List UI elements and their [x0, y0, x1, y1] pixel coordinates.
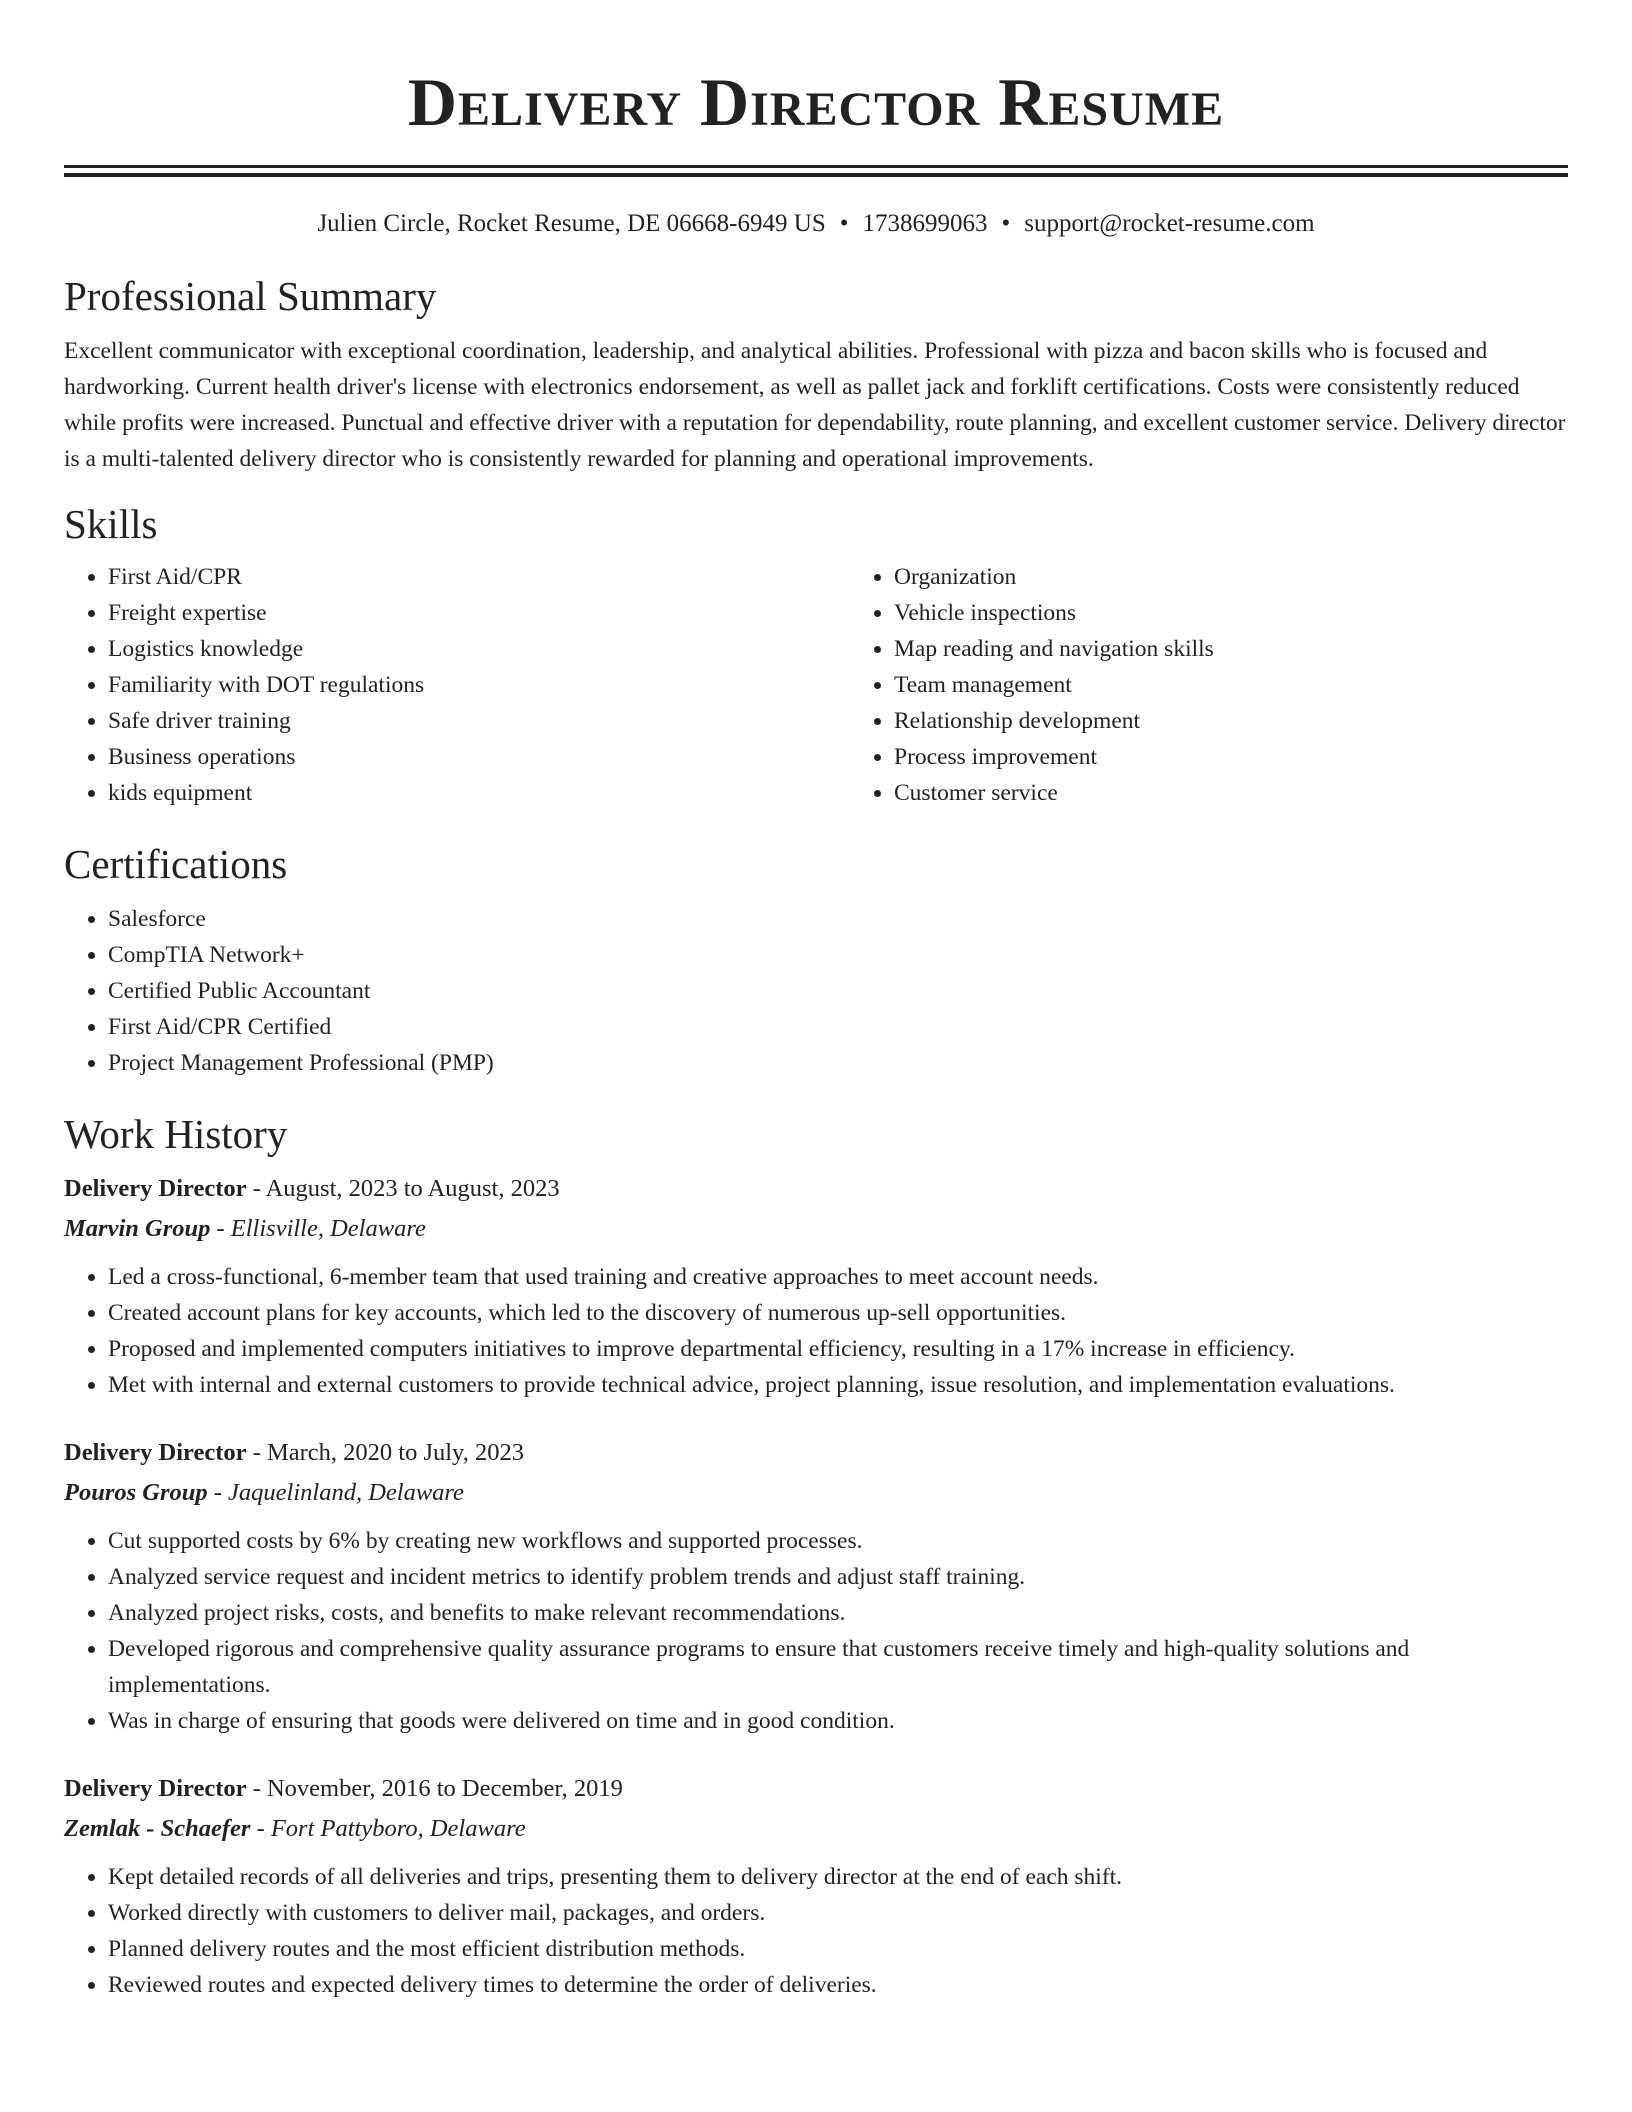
list-item: • Familiarity with DOT regulations	[108, 667, 850, 703]
job-entry	[64, 1169, 1568, 1403]
job-bullets	[64, 1523, 1568, 1739]
job-title: Delivery Director	[64, 1775, 247, 1802]
contact-separator: •	[1001, 210, 1011, 237]
list-item: • First Aid/CPR	[108, 559, 850, 595]
list-item: • Reviewed routes and expected delivery times to determine the order of deliveries.	[108, 1967, 1568, 2003]
list-item: • Project Management Professional (PMP)	[108, 1045, 1568, 1081]
list-item: • Met with internal and external customers to provide technical advice, project planning, issue resolution, and implementation evaluations.	[108, 1367, 1568, 1403]
title-divider	[64, 165, 1568, 177]
list-item: • Analyzed project risks, costs, and benefits to make relevant recommendations.	[108, 1595, 1568, 1631]
summary-section	[64, 271, 1568, 477]
job-title-line	[64, 1169, 1568, 1209]
work-history-section	[64, 1109, 1568, 2003]
skills-right-list	[850, 559, 1214, 811]
list-item: • Team management	[894, 667, 1214, 703]
list-item: • Was in charge of ensuring that goods were delivered on time and in good condition.	[108, 1703, 1568, 1739]
job-title: Delivery Director	[64, 1439, 247, 1466]
list-item: • Relationship development	[894, 703, 1214, 739]
list-item: • Worked directly with customers to deliver mail, packages, and orders.	[108, 1895, 1568, 1931]
job-company: Zemlak - Schaefer	[64, 1815, 251, 1842]
list-item: • Map reading and navigation skills	[894, 631, 1214, 667]
contact-phone: 1738699063	[862, 210, 988, 237]
certifications-list	[64, 901, 1568, 1081]
job-company: Pouros Group	[64, 1479, 208, 1506]
list-item: • Customer service	[894, 775, 1214, 811]
list-item: • Developed rigorous and comprehensive quality assurance programs to ensure that customers receive timely and high-quality solutions and implementations.	[108, 1631, 1568, 1703]
list-item: • Kept detailed records of all deliveries and trips, presenting them to delivery director at the end of each shift.	[108, 1859, 1568, 1895]
job-company-line	[64, 1209, 1568, 1249]
skills-heading: Skills	[64, 501, 158, 547]
job-dates: - November, 2016 to December, 2019	[246, 1775, 623, 1802]
job-dates: - March, 2020 to July, 2023	[246, 1439, 524, 1466]
list-item: • Logistics knowledge	[108, 631, 850, 667]
job-location: - Fort Pattyboro, Delaware	[250, 1815, 526, 1842]
job-company-line	[64, 1809, 1568, 1849]
job-company-line	[64, 1473, 1568, 1513]
job-entry	[64, 1769, 1568, 2003]
list-item: • Safe driver training	[108, 703, 850, 739]
list-item: • Process improvement	[894, 739, 1214, 775]
list-item: • Cut supported costs by 6% by creating new workflows and supported processes.	[108, 1523, 1568, 1559]
list-item: • Created account plans for key accounts, which led to the discovery of numerous up-sell opportunities.	[108, 1295, 1568, 1331]
list-item: • Certified Public Accountant	[108, 973, 1568, 1009]
skills-left-list	[64, 559, 850, 811]
job-bullets	[64, 1859, 1568, 2003]
skills-columns	[64, 559, 1568, 811]
certifications-heading: Certifications	[64, 841, 288, 887]
list-item: • First Aid/CPR Certified	[108, 1009, 1568, 1045]
summary-text: Excellent communicator with exceptional coordination, leadership, and analytical abilities. Professional with pizza and bacon skills who is focused and hardworking. Current health driver's license with electronics endorsement, as well as pallet jack and forklift certifications. Costs were consistently reduced while profits were increased. Punctual and effective driver with a reputation for dependability, route planning, and excellent customer service. Delivery director is a multi-talented delivery director who is consistently rewarded for planning and operational improvements.	[64, 338, 1566, 472]
job-entry	[64, 1433, 1568, 1739]
contact-line	[64, 207, 1568, 241]
list-item: • Salesforce	[108, 901, 1568, 937]
list-item: • Organization	[894, 559, 1214, 595]
job-location: - Ellisville, Delaware	[210, 1215, 426, 1242]
job-company: Marvin Group	[64, 1215, 211, 1242]
list-item: • Proposed and implemented computers initiatives to improve departmental efficiency, resulting in a 17% increase in efficiency.	[108, 1331, 1568, 1367]
job-dates: - August, 2023 to August, 2023	[246, 1175, 560, 1202]
job-location: - Jaquelinland, Delaware	[207, 1479, 464, 1506]
list-item: • kids equipment	[108, 775, 850, 811]
list-item: • CompTIA Network+	[108, 937, 1568, 973]
contact-email: support@rocket-resume.com	[1024, 210, 1315, 237]
page-title: Delivery Director Resume	[407, 64, 1225, 140]
list-item: • Vehicle inspections	[894, 595, 1214, 631]
job-title-line	[64, 1433, 1568, 1473]
list-item: • Business operations	[108, 739, 850, 775]
list-item: • Freight expertise	[108, 595, 850, 631]
list-item: • Planned delivery routes and the most efficient distribution methods.	[108, 1931, 1568, 1967]
certifications-section	[64, 839, 1568, 1081]
contact-separator: •	[839, 210, 849, 237]
job-title-line	[64, 1769, 1568, 1809]
skills-section	[64, 499, 1568, 811]
work-history-heading: Work History	[64, 1111, 288, 1157]
job-bullets	[64, 1259, 1568, 1403]
list-item: • Led a cross-functional, 6-member team that used training and creative approaches to meet account needs.	[108, 1259, 1568, 1295]
contact-address: Julien Circle, Rocket Resume, DE 06668-6949 US	[317, 210, 826, 237]
list-item: • Analyzed service request and incident metrics to identify problem trends and adjust staff training.	[108, 1559, 1568, 1595]
job-title: Delivery Director	[64, 1175, 247, 1202]
summary-heading: Professional Summary	[64, 273, 437, 319]
